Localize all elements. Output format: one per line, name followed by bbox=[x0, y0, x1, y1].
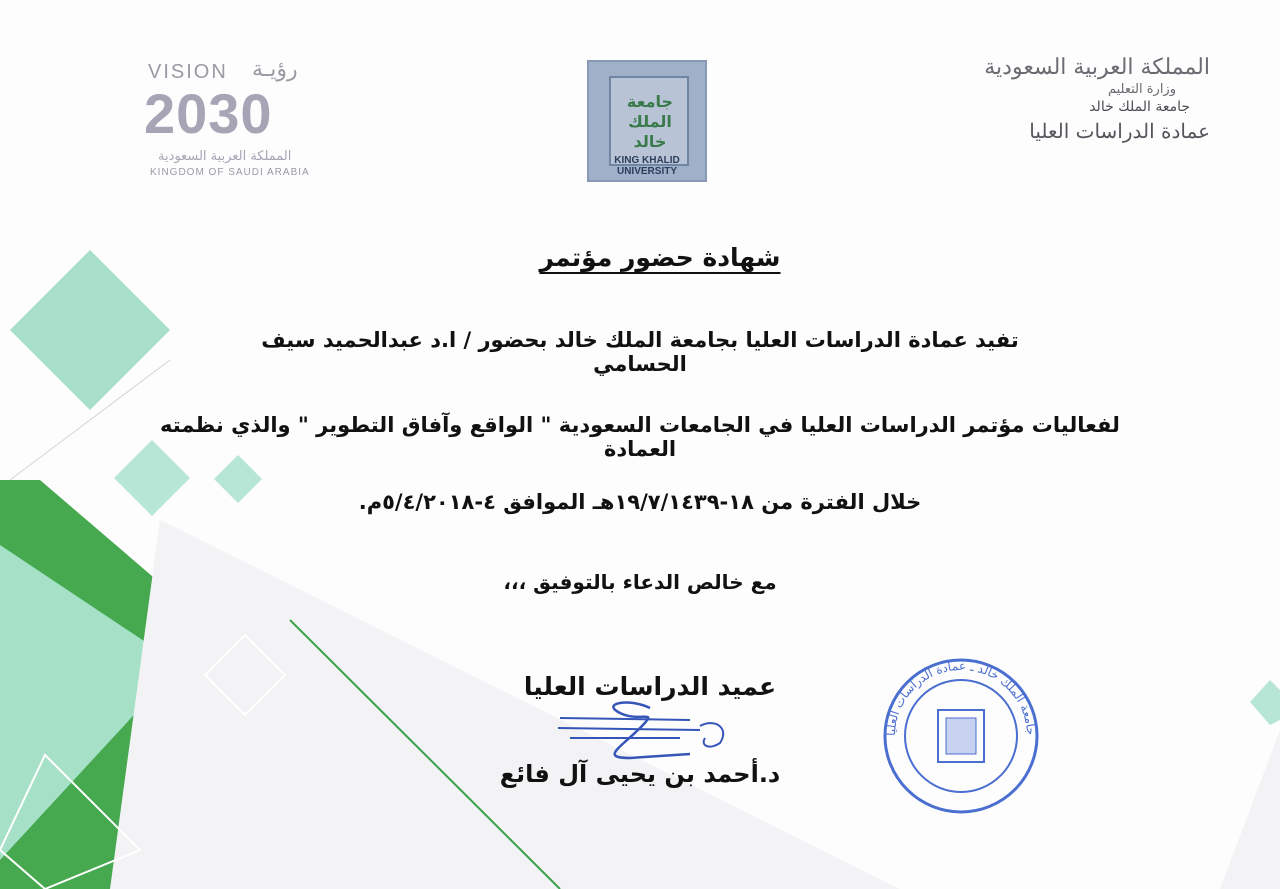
university-name-en: KING KHALID UNIVERSITY bbox=[614, 155, 680, 177]
vision-year: 2030 bbox=[144, 82, 273, 145]
university-logo bbox=[587, 60, 707, 182]
university-name: جامعة الملك خالد bbox=[1089, 99, 1190, 115]
deanship-name: عمادة الدراسات العليا bbox=[1029, 119, 1210, 143]
certificate-line-2: لفعاليات مؤتمر الدراسات العليا في الجامعات السعودية " الواقع وآفاق التطوير " والذي نظمته العمادة bbox=[160, 413, 1120, 461]
vision-kingdom-ar: المملكة العربية السعودية bbox=[158, 149, 292, 164]
dean-title: عميد الدراسات العليا bbox=[523, 672, 777, 701]
deco-right-diamond bbox=[1250, 680, 1280, 725]
vision-2030-logo bbox=[140, 55, 340, 180]
certificate-closing: مع خالص الدعاء بالتوفيق ،،، bbox=[503, 570, 777, 594]
certificate-line-3: خلال الفترة من ١٨-١٩/٧/١٤٣٩هـ الموافق ٤-٥/٤/٢٠١٨م. bbox=[358, 490, 922, 514]
stamp-text: جامعة الملك خالد ـ عمادة الدراسات العليا bbox=[883, 658, 1039, 737]
vision-word: VISION bbox=[148, 61, 228, 83]
kingdom-name: المملكة العربية السعودية bbox=[984, 55, 1210, 80]
handwritten-signature bbox=[540, 688, 760, 768]
ministry-name: وزارة التعليم bbox=[1107, 82, 1176, 97]
university-emblem bbox=[609, 76, 689, 166]
deco-right-triangle bbox=[1220, 730, 1280, 889]
deco-diamond-small-2 bbox=[214, 455, 262, 503]
official-stamp bbox=[880, 655, 1042, 817]
vision-kingdom-en: KINGDOM OF SAUDI ARABIA bbox=[150, 167, 310, 178]
dean-name: د.أحمد بن يحيى آل فائع bbox=[499, 760, 781, 788]
ministry-header bbox=[980, 55, 1210, 143]
certificate-line-1: تفيد عمادة الدراسات العليا بجامعة الملك خالد بحضور / ا.د عبدالحميد سيف الحسامي bbox=[261, 328, 1019, 376]
vision-word-ar: رؤيـة bbox=[252, 57, 298, 82]
university-name-ar: جامعة الملك خالد bbox=[626, 92, 674, 151]
certificate-title: شهادة حضور مؤتمر bbox=[539, 243, 781, 272]
deco-diamond-large bbox=[10, 250, 170, 410]
